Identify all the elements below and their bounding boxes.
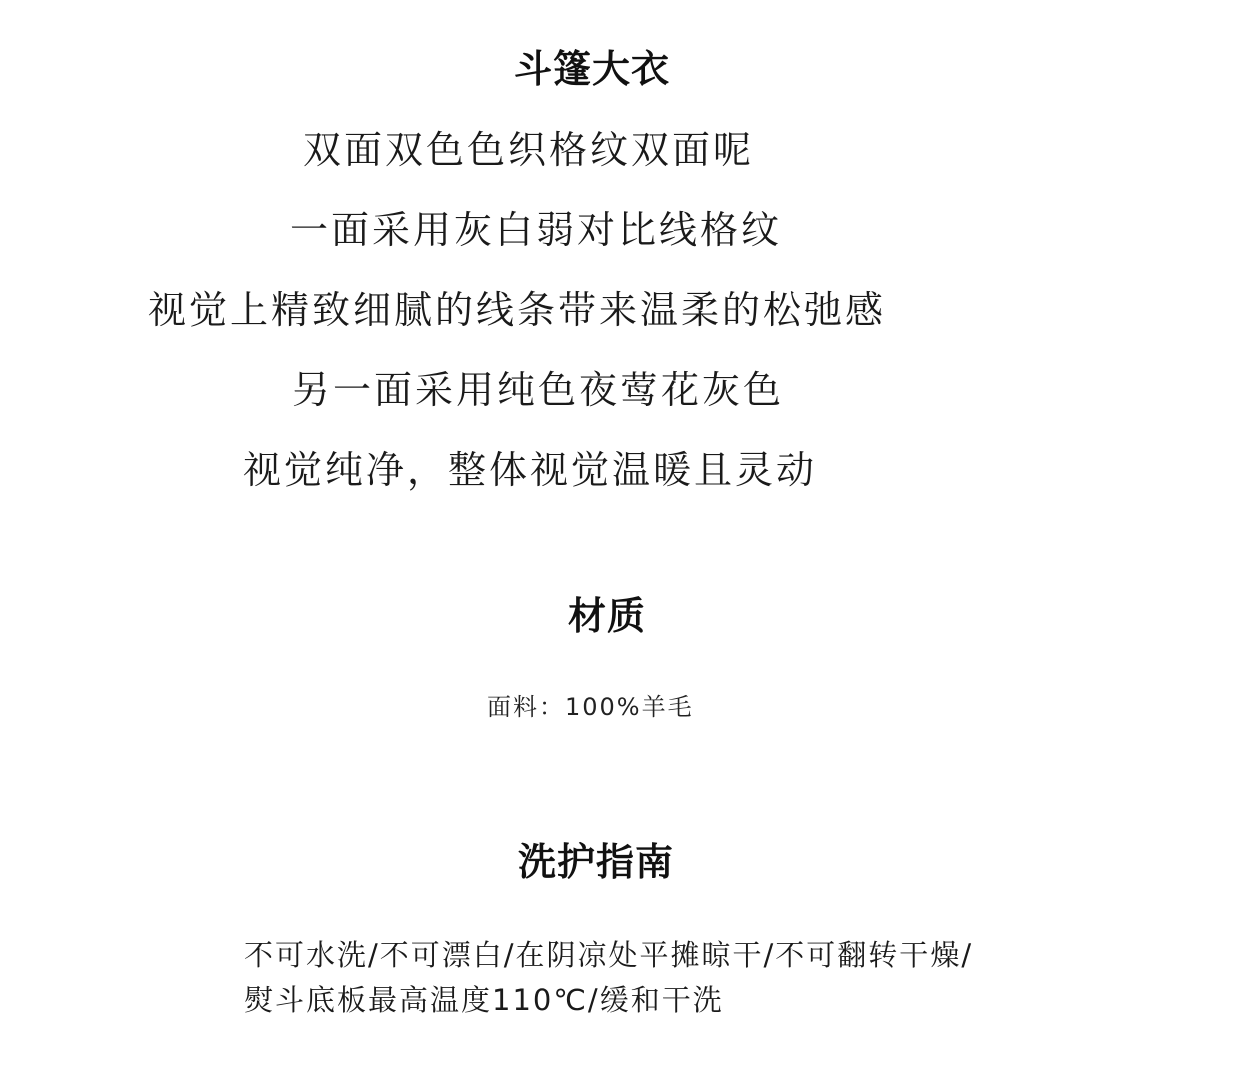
product-title: 斗篷大衣 — [514, 47, 671, 91]
description-line-2: 一面采用灰白弱对比线格纹 — [290, 208, 783, 252]
material-text: 面料：100%羊毛 — [487, 693, 694, 721]
description-line-1: 双面双色色织格纹双面呢 — [303, 128, 755, 172]
description-line-5: 视觉纯净，整体视觉温暖且灵动 — [243, 448, 818, 492]
care-line-1: 不可水洗/不可漂白/在阴凉处平摊晾干/不可翻转干燥/ — [244, 938, 974, 972]
care-line-2: 熨斗底板最高温度110℃/缓和干洗 — [244, 983, 724, 1017]
material-heading: 材质 — [568, 594, 647, 638]
care-heading: 洗护指南 — [518, 840, 675, 884]
description-line-3: 视觉上精致细腻的线条带来温柔的松弛感 — [148, 288, 887, 332]
description-line-4: 另一面采用纯色夜莺花灰色 — [292, 368, 785, 412]
